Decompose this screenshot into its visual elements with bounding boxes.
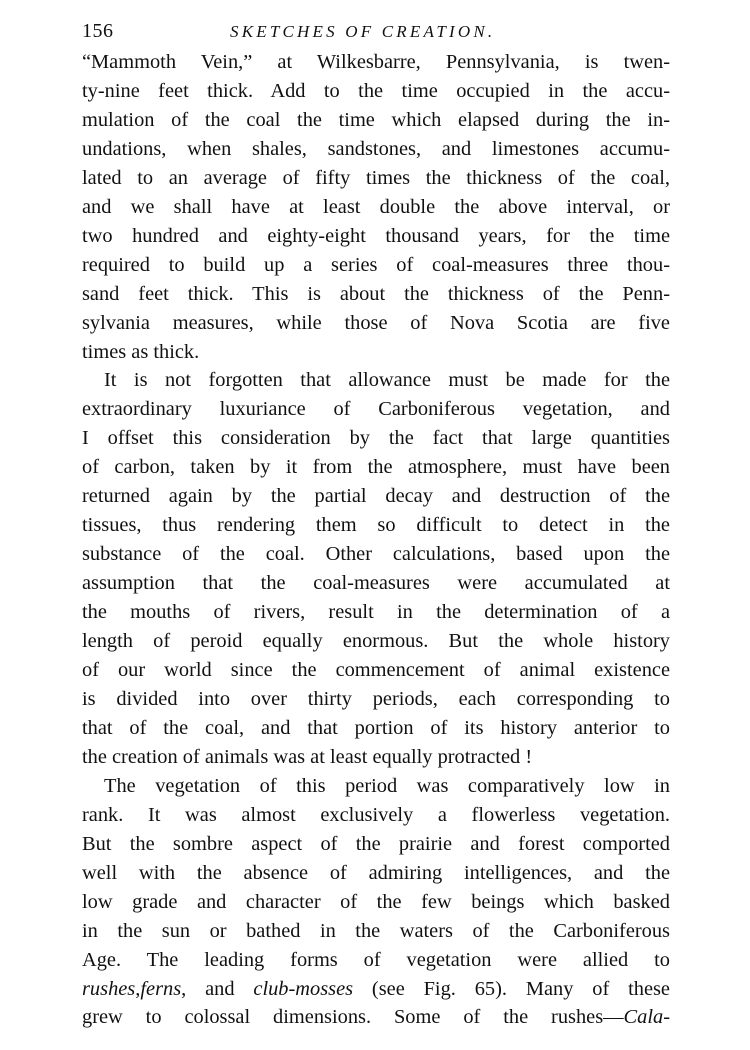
text-line: mulation of the coal the time which elapsed during the in- (82, 108, 670, 131)
text-line: low grade and character of the few beings which basked (82, 890, 670, 913)
text-fragment: grew to colossal dimensions. Some of the rushes— (82, 1006, 624, 1029)
italic-term: ferns (140, 977, 182, 1000)
body-text (82, 48, 670, 1032)
running-head (82, 14, 670, 48)
text-line: assumption that the coal-measures were accumulated at (82, 572, 670, 595)
text-line: length of peroid equally enormous. But the whole history (82, 630, 670, 653)
text-line: lated to an average of fifty times the thickness of the coal, (82, 166, 670, 189)
italic-term: Cala- (623, 1006, 670, 1029)
text-line: “Mammoth Vein,” at Wilkesbarre, Pennsylvania, is twen- (82, 51, 670, 73)
text-line: It is not forgotten that allowance must be made for the (104, 369, 670, 392)
text-line: of our world since the commencement of animal existence (82, 659, 670, 682)
book-page (82, 14, 670, 1032)
text-line: ty-nine feet thick. Add to the time occupied in the accu- (82, 79, 670, 102)
text-line: that of the coal, and that portion of its history anterior to (82, 716, 670, 739)
text-line: substance of the coal. Other calculations, based upon the (82, 543, 670, 566)
text-line: sylvania measures, while those of Nova Scotia are five (82, 311, 670, 334)
separator: , (135, 977, 141, 1000)
italic-term: rushes (82, 977, 136, 1000)
text-fragment: (see Fig. 65). Many of these (371, 977, 670, 1000)
text-line: sand feet thick. This is about the thickness of the Penn- (82, 282, 670, 305)
text-line: times as thick. (82, 340, 200, 363)
text-line: in the sun or bathed in the waters of the Carboniferous (82, 919, 670, 942)
text-line: and we shall have at least double the above interval, or (82, 195, 670, 218)
page-number: 156 (82, 20, 114, 42)
text-line: But the sombre aspect of the prairie and forest comported (82, 832, 670, 855)
text-line: required to build up a series of coal-measures three thou- (82, 253, 670, 276)
paragraph-2 (82, 366, 670, 771)
text-line-with-italics (82, 975, 670, 1004)
italic-term: club-mosses (253, 977, 354, 1000)
text-line: extraordinary luxuriance of Carboniferous vegetation, and (82, 398, 670, 421)
text-line: well with the absence of admiring intelligences, and the (82, 861, 670, 884)
text-line: is divided into over thirty periods, each corresponding to (82, 687, 670, 710)
text-line: Age. The leading forms of vegetation were allied to (82, 948, 670, 971)
text-line-final (82, 1003, 670, 1032)
text-line: two hundred and eighty-eight thousand years, for the time (82, 224, 670, 247)
text-line: I offset this consideration by the fact that large quantities (82, 427, 670, 450)
paragraph-3 (82, 772, 670, 1033)
paragraph-1 (82, 48, 670, 366)
text-line: The vegetation of this period was comparatively low in (104, 774, 670, 797)
text-line: returned again by the partial decay and destruction of the (82, 485, 670, 508)
text-line: tissues, thus rendering them so difficult to detect in the (82, 514, 670, 537)
text-line: of carbon, taken by it from the atmosphere, must have been (82, 456, 670, 479)
text-line: rank. It was almost exclusively a flowerless vegetation. (82, 803, 670, 826)
text-line: the creation of animals was at least equally protracted ! (82, 745, 533, 768)
text-line: undations, when shales, sandstones, and limestones accumu- (82, 137, 670, 160)
separator: , and (181, 977, 235, 1000)
running-title: SKETCHES OF CREATION. (230, 22, 496, 41)
text-line: the mouths of rivers, result in the determination of a (82, 601, 670, 624)
